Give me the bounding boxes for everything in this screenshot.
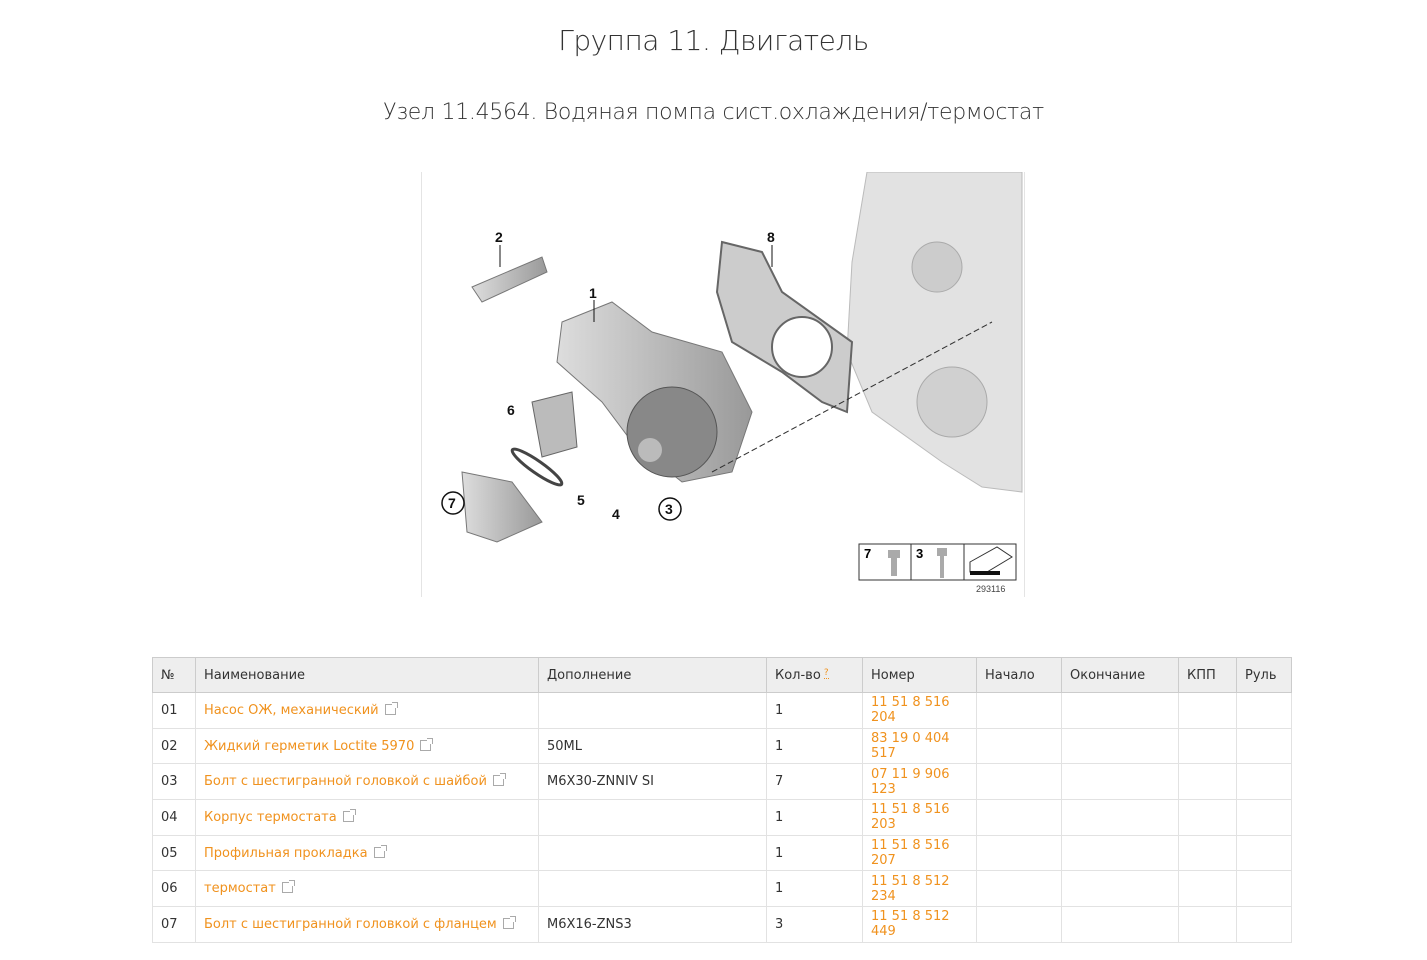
row-qty: 1: [767, 728, 863, 764]
row-steering: [1237, 871, 1292, 907]
row-start: [977, 907, 1062, 943]
col-no: №: [153, 658, 196, 693]
row-gearbox: [1179, 907, 1237, 943]
col-part: Номер: [863, 658, 977, 693]
row-gearbox: [1179, 764, 1237, 800]
row-extra: [539, 835, 767, 871]
callout-8[interactable]: 8: [767, 229, 775, 245]
row-qty: 1: [767, 871, 863, 907]
table-row: [153, 693, 1292, 729]
part-number-link[interactable]: 07 11 9 906 123: [871, 766, 950, 797]
external-link-icon[interactable]: [420, 740, 431, 751]
callout-1[interactable]: 1: [589, 285, 597, 301]
col-start: Начало: [977, 658, 1062, 693]
row-part-cell: [863, 800, 977, 836]
row-no: 04: [153, 800, 196, 836]
row-name-cell: [196, 835, 539, 871]
external-link-icon[interactable]: [503, 918, 514, 929]
row-qty: 1: [767, 800, 863, 836]
row-extra: [539, 871, 767, 907]
row-extra: [539, 693, 767, 729]
part-name-link[interactable]: Насос ОЖ, механический: [204, 702, 379, 718]
part-number-link[interactable]: 83 19 0 404 517: [871, 731, 950, 762]
row-start: [977, 871, 1062, 907]
row-start: [977, 800, 1062, 836]
row-no: 05: [153, 835, 196, 871]
table-row: [153, 728, 1292, 764]
row-extra: [539, 800, 767, 836]
row-steering: [1237, 800, 1292, 836]
image-id: 293116: [976, 584, 1006, 594]
part-name-link[interactable]: Жидкий герметик Loctite 5970: [204, 738, 415, 754]
row-start: [977, 764, 1062, 800]
row-extra: M6X30-ZNNIV SI: [539, 764, 767, 800]
row-gearbox: [1179, 871, 1237, 907]
row-start: [977, 835, 1062, 871]
col-name: Наименование: [196, 658, 539, 693]
qty-help-icon[interactable]: ?: [823, 667, 829, 678]
row-no: 07: [153, 907, 196, 943]
table-row: [153, 764, 1292, 800]
parts-diagram: [421, 172, 1025, 597]
table-row: [153, 871, 1292, 907]
row-no: 03: [153, 764, 196, 800]
row-part-cell: [863, 728, 977, 764]
row-steering: [1237, 907, 1292, 943]
parts-table: [152, 657, 1292, 943]
row-end: [1062, 871, 1179, 907]
fastener-legend: [859, 544, 1016, 594]
row-name-cell: [196, 728, 539, 764]
row-qty: 3: [767, 907, 863, 943]
table-header: [153, 658, 1292, 693]
row-no: 02: [153, 728, 196, 764]
external-link-icon[interactable]: [343, 811, 354, 822]
row-steering: [1237, 693, 1292, 729]
row-gearbox: [1179, 835, 1237, 871]
row-name-cell: [196, 907, 539, 943]
col-steering: Руль: [1237, 658, 1292, 693]
part-name-link[interactable]: Корпус термостата: [204, 809, 337, 825]
row-no: 01: [153, 693, 196, 729]
page-title: Группа 11. Двигатель: [558, 24, 869, 57]
row-start: [977, 693, 1062, 729]
part-name-link[interactable]: Болт с шестигранной головкой с фланцем: [204, 916, 497, 932]
table-row: [153, 800, 1292, 836]
row-end: [1062, 764, 1179, 800]
external-link-icon[interactable]: [282, 882, 293, 893]
col-qty: Кол-во ?: [767, 658, 863, 693]
row-gearbox: [1179, 693, 1237, 729]
col-gearbox: КПП: [1179, 658, 1237, 693]
part-number-link[interactable]: 11 51 8 512 234: [871, 873, 950, 904]
row-end: [1062, 907, 1179, 943]
callout-7[interactable]: 7: [448, 495, 456, 511]
row-steering: [1237, 764, 1292, 800]
row-part-cell: [863, 907, 977, 943]
svg-text:3: 3: [916, 546, 924, 561]
row-steering: [1237, 835, 1292, 871]
callout-6[interactable]: 6: [507, 402, 515, 418]
part-number-link[interactable]: 11 51 8 516 207: [871, 838, 950, 869]
row-qty: 1: [767, 693, 863, 729]
row-qty: 7: [767, 764, 863, 800]
row-gearbox: [1179, 800, 1237, 836]
callout-5[interactable]: 5: [577, 492, 585, 508]
table-row: [153, 907, 1292, 943]
part-number-link[interactable]: 11 51 8 512 449: [871, 909, 950, 940]
external-link-icon[interactable]: [374, 847, 385, 858]
callout-4[interactable]: 4: [612, 506, 620, 522]
row-end: [1062, 728, 1179, 764]
svg-text:7: 7: [864, 546, 872, 561]
row-gearbox: [1179, 728, 1237, 764]
row-end: [1062, 835, 1179, 871]
callout-3[interactable]: 3: [665, 501, 673, 517]
row-no: 06: [153, 871, 196, 907]
callout-2[interactable]: 2: [495, 229, 503, 245]
row-part-cell: [863, 693, 977, 729]
external-link-icon[interactable]: [385, 704, 396, 715]
part-name-link[interactable]: термостат: [204, 881, 276, 897]
row-extra: 50ML: [539, 728, 767, 764]
row-part-cell: [863, 835, 977, 871]
assembly-title: Узел 11.4564. Водяная помпа сист.охлаждения/термостат: [383, 100, 1044, 125]
row-start: [977, 728, 1062, 764]
part-number-link[interactable]: 11 51 8 516 203: [871, 802, 950, 833]
part-number-link[interactable]: 11 51 8 516 204: [871, 695, 950, 726]
col-extra: Дополнение: [539, 658, 767, 693]
part-name-link[interactable]: Профильная прокладка: [204, 845, 368, 861]
row-part-cell: [863, 764, 977, 800]
row-extra: M6X16-ZNS3: [539, 907, 767, 943]
row-part-cell: [863, 871, 977, 907]
part-name-link[interactable]: Болт с шестигранной головкой с шайбой: [204, 774, 487, 790]
row-name-cell: [196, 764, 539, 800]
row-qty: 1: [767, 835, 863, 871]
row-end: [1062, 800, 1179, 836]
row-name-cell: [196, 871, 539, 907]
row-end: [1062, 693, 1179, 729]
table-row: [153, 835, 1292, 871]
col-end: Окончание: [1062, 658, 1179, 693]
row-steering: [1237, 728, 1292, 764]
external-link-icon[interactable]: [493, 775, 504, 786]
row-name-cell: [196, 800, 539, 836]
row-name-cell: [196, 693, 539, 729]
